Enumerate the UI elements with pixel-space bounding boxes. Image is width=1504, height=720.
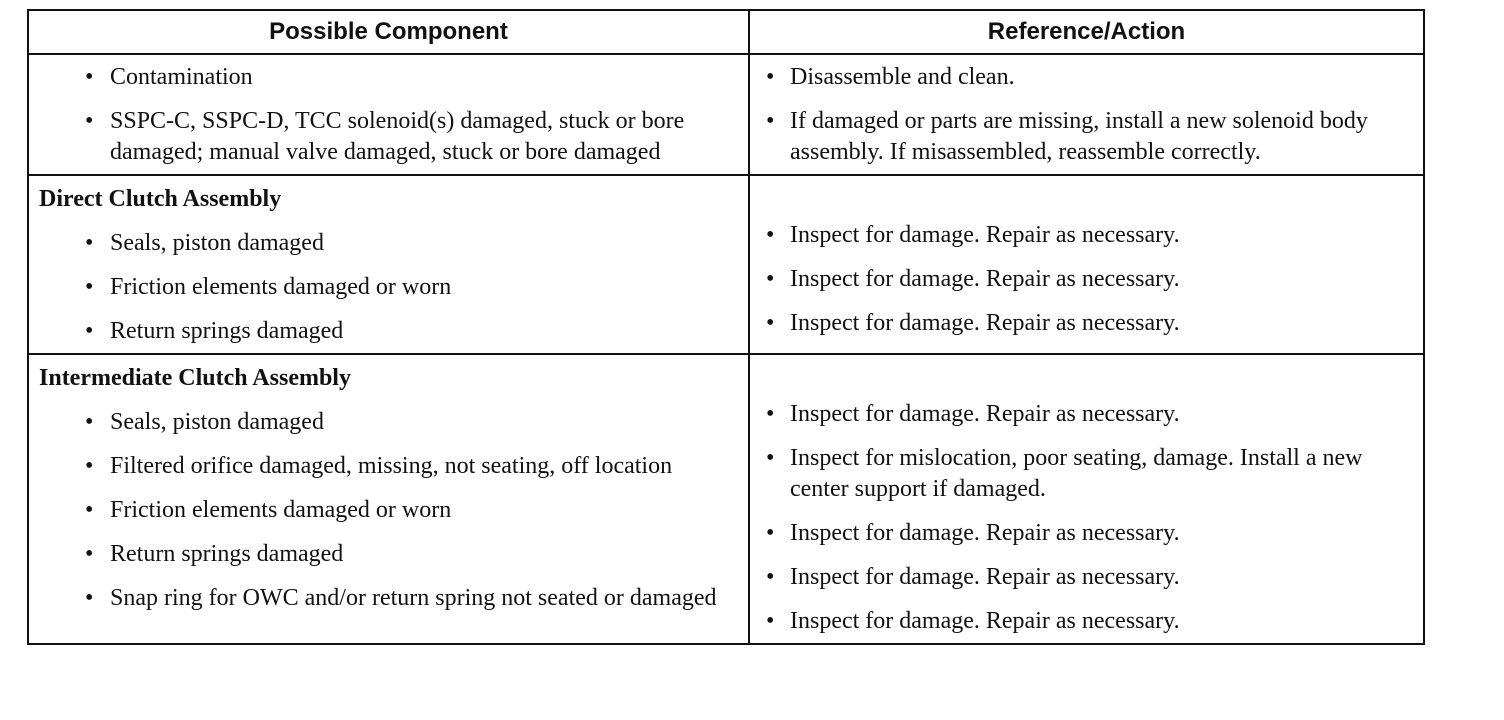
action-cell [749, 54, 1424, 175]
action-text: Inspect for damage. Repair as necessary. [789, 310, 1180, 336]
bullet-icon: • [85, 409, 94, 435]
bullet-icon: • [765, 64, 775, 90]
action-text: Inspect for damage. Repair as necessary. [789, 401, 1180, 427]
list-item [750, 220, 1423, 251]
component-cell [28, 354, 749, 644]
component-cell [28, 54, 749, 175]
bullet-icon: • [765, 445, 775, 471]
diagnostic-table [27, 9, 1425, 645]
bullet-icon: • [85, 541, 94, 567]
header-possible-component: Possible Component [28, 10, 749, 54]
component-text: Return springs damaged [110, 318, 344, 344]
list-item [29, 451, 748, 482]
bullet-icon: • [85, 230, 94, 256]
list-item [750, 264, 1423, 295]
bullet-icon: • [85, 318, 94, 344]
list-item [29, 583, 748, 614]
list-item [29, 272, 748, 303]
section-title: Direct Clutch Assembly [39, 186, 282, 212]
component-text: SSPC-C, SSPC-D, TCC solenoid(s) damaged, stuck or bore damaged; manual valve damaged, stuck or bore damaged [110, 108, 685, 165]
table-row-group [28, 175, 1424, 354]
list-item [750, 62, 1423, 93]
component-cell [28, 175, 749, 354]
list-item [29, 62, 748, 93]
action-text: Inspect for mislocation, poor seating, damage. Install a new center support if damaged. [789, 445, 1363, 502]
bullet-icon: • [765, 520, 775, 546]
bullet-icon: • [85, 64, 94, 90]
bullet-icon: • [765, 608, 775, 634]
table-row-group [28, 54, 1424, 175]
component-text: Filtered orifice damaged, missing, not seating, off location [110, 453, 673, 479]
bullet-icon: • [765, 222, 775, 248]
action-text: Inspect for damage. Repair as necessary. [789, 520, 1180, 546]
table-row-group [28, 354, 1424, 644]
list-item [750, 562, 1423, 593]
bullet-icon: • [85, 108, 94, 134]
bullet-icon: • [85, 274, 94, 300]
list-item [750, 106, 1423, 168]
bullet-icon: • [765, 564, 775, 590]
bullet-icon: • [765, 266, 775, 292]
component-text: Friction elements damaged or worn [110, 274, 452, 300]
bullet-icon: • [85, 453, 94, 479]
list-item [750, 308, 1423, 339]
list-item [750, 518, 1423, 549]
action-cell [749, 354, 1424, 644]
bullet-icon: • [765, 310, 775, 336]
component-text: Seals, piston damaged [110, 409, 324, 435]
bullet-icon: • [765, 108, 775, 134]
action-cell [749, 175, 1424, 354]
list-item [750, 606, 1423, 637]
list-item [750, 443, 1423, 505]
component-text: Friction elements damaged or worn [110, 497, 452, 523]
section-title: Intermediate Clutch Assembly [39, 365, 351, 391]
bullet-icon: • [85, 497, 94, 523]
action-text: Inspect for damage. Repair as necessary. [789, 222, 1180, 248]
bullet-icon: • [765, 401, 775, 427]
component-text: Return springs damaged [110, 541, 344, 567]
header-reference-action: Reference/Action [749, 10, 1424, 54]
list-item [29, 407, 748, 438]
list-item [29, 495, 748, 526]
component-text: Seals, piston damaged [110, 230, 324, 256]
list-item [29, 539, 748, 570]
action-text: Inspect for damage. Repair as necessary. [789, 608, 1180, 634]
list-item [29, 106, 748, 168]
action-text: Inspect for damage. Repair as necessary. [789, 564, 1180, 590]
bullet-icon: • [85, 585, 94, 611]
list-item [29, 316, 748, 347]
list-item [29, 228, 748, 259]
header-row [28, 10, 1424, 54]
action-text: If damaged or parts are missing, install a new solenoid body assembly. If misassembled, reassemble correctly. [789, 108, 1368, 165]
action-text: Inspect for damage. Repair as necessary. [789, 266, 1180, 292]
list-item [750, 399, 1423, 430]
component-text: Contamination [110, 64, 253, 90]
action-text: Disassemble and clean. [789, 64, 1015, 90]
component-text: Snap ring for OWC and/or return spring not seated or damaged [110, 585, 717, 611]
